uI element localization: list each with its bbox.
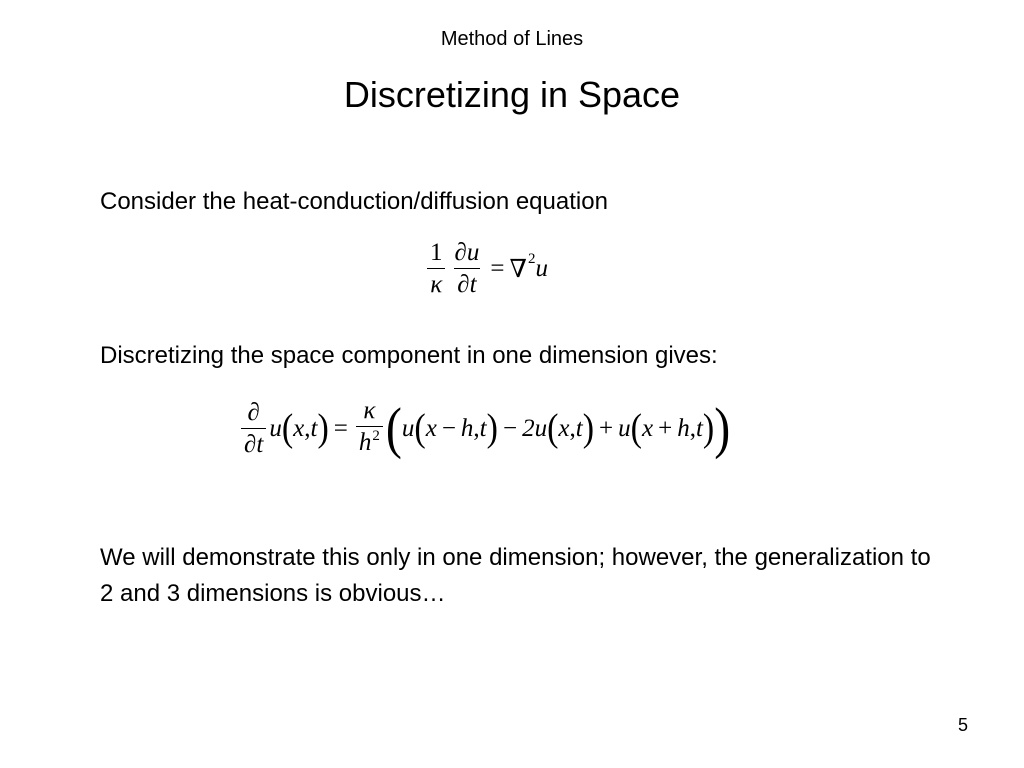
fraction-numerator: 1 xyxy=(430,239,443,266)
right-paren: ) xyxy=(702,406,715,450)
minus-sign: − xyxy=(502,414,518,442)
u-variable: u xyxy=(269,414,282,442)
x-variable: x xyxy=(425,414,437,442)
kappa-over-h2-fraction xyxy=(356,398,383,459)
one-over-kappa-fraction xyxy=(427,240,446,298)
comma: , xyxy=(473,414,480,442)
plus-sign: + xyxy=(658,414,673,442)
discretized-equation xyxy=(238,398,730,459)
slide-title: Discretizing in Space xyxy=(343,74,681,115)
partial-over-dt-fraction xyxy=(241,400,266,458)
partial-u: ∂u xyxy=(454,239,480,266)
discretizing-paragraph: Discretizing the space component in one dimension gives: xyxy=(100,342,718,369)
t-variable: t xyxy=(479,414,487,442)
nabla-symbol: ∇ xyxy=(509,256,527,283)
kappa-symbol: κ xyxy=(363,397,376,424)
h-variable: h xyxy=(460,414,474,442)
u-variable: u xyxy=(618,414,631,442)
superscript-two: 2 xyxy=(527,250,536,267)
fraction-denominator xyxy=(427,268,445,298)
comma: , xyxy=(304,414,311,442)
superscript-two: 2 xyxy=(372,428,380,444)
partial-t: ∂t xyxy=(457,271,477,298)
left-paren: ( xyxy=(630,406,642,450)
comma: , xyxy=(689,414,696,442)
x-variable: x xyxy=(641,414,654,442)
two-u-term: 2u xyxy=(522,414,548,442)
closing-paragraph: We will demonstrate this only in one dimension; however, the generalization to 2 and 3 dimensions is obvious… xyxy=(100,544,931,607)
fraction-numerator xyxy=(244,400,262,428)
fraction-denominator xyxy=(241,428,266,458)
right-paren: ) xyxy=(486,406,498,450)
big-right-paren: ) xyxy=(714,396,731,460)
plus-sign: + xyxy=(599,414,614,442)
equals-sign: = xyxy=(333,414,348,442)
fraction-denominator xyxy=(454,268,479,298)
t-variable: t xyxy=(695,414,703,442)
fraction-denominator xyxy=(356,426,383,459)
x-variable: x xyxy=(293,414,305,442)
du-dt-fraction xyxy=(452,240,483,298)
page-number: 5 xyxy=(957,715,968,735)
right-paren: ) xyxy=(582,406,595,450)
x-variable: x xyxy=(558,414,570,442)
right-paren: ) xyxy=(317,406,329,450)
h-variable: h xyxy=(358,429,372,456)
section-header: Method of Lines xyxy=(440,28,584,50)
comma: , xyxy=(569,414,576,442)
t-variable: t xyxy=(310,414,318,442)
left-paren: ( xyxy=(547,406,559,450)
left-paren: ( xyxy=(281,406,294,450)
big-left-paren: ( xyxy=(385,396,402,460)
u-variable: u xyxy=(401,414,415,442)
partial-t: ∂t xyxy=(244,430,264,458)
intro-paragraph: Consider the heat-conduction/diffusion equation xyxy=(100,188,608,215)
kappa-symbol: κ xyxy=(430,271,443,298)
minus-sign: − xyxy=(441,414,456,442)
fraction-numerator xyxy=(360,398,378,426)
left-paren: ( xyxy=(414,406,426,450)
equals-sign: = xyxy=(490,255,505,282)
u-variable: u xyxy=(535,255,548,282)
h-variable: h xyxy=(677,414,690,442)
fraction-numerator xyxy=(452,240,483,268)
partial-symbol: ∂ xyxy=(247,398,260,426)
heat-equation xyxy=(424,240,548,298)
t-variable: t xyxy=(575,414,583,442)
